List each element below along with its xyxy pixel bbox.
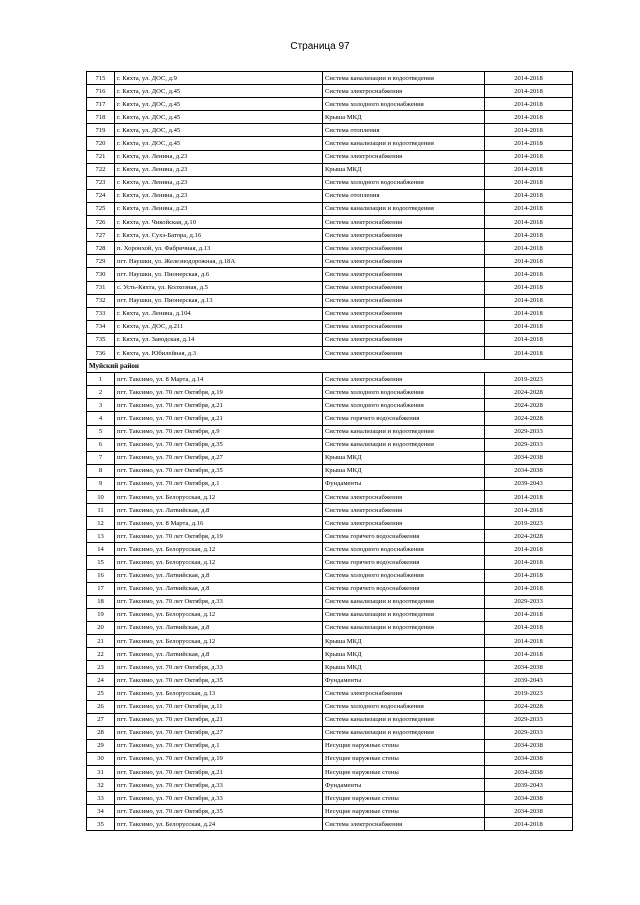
row-number-cell: 726 <box>87 216 115 229</box>
address-cell: пгт. Таксимо, ул. 70 лет Октября, д.33 <box>115 595 323 608</box>
period-cell: 2014-2018 <box>485 202 573 215</box>
address-cell: г. Кяхта, ул. ДОС, д.45 <box>115 111 323 124</box>
table-row <box>87 556 573 569</box>
table-row <box>87 386 573 399</box>
row-number-cell: 5 <box>87 425 115 438</box>
work-type-cell: Система горячего водоснабжения <box>323 582 485 595</box>
row-number-cell: 730 <box>87 268 115 281</box>
work-type-cell: Система электроснабжения <box>323 687 485 700</box>
table-row <box>87 491 573 504</box>
work-type-cell: Система холодного водоснабжения <box>323 98 485 111</box>
work-type-cell: Система отопления <box>323 189 485 202</box>
work-type-cell: Несущие наружные стены <box>323 739 485 752</box>
address-cell: пгт. Таксимо, ул. 70 лет Октября, д.35 <box>115 674 323 687</box>
row-number-cell: 734 <box>87 320 115 333</box>
table-row <box>87 779 573 792</box>
row-number-cell: 6 <box>87 438 115 451</box>
address-cell: пгт. Таксимо, ул. 70 лет Октября, д.9 <box>115 425 323 438</box>
period-cell: 2019-2023 <box>485 517 573 530</box>
address-cell: г. Кяхта, ул. Сухэ-Батора, д.16 <box>115 229 323 242</box>
address-cell: пгт. Таксимо, ул. Латвийская, д.8 <box>115 621 323 634</box>
table-row <box>87 294 573 307</box>
table-row <box>87 530 573 543</box>
work-type-cell: Система электроснабжения <box>323 229 485 242</box>
table-row <box>87 399 573 412</box>
address-cell: г. Кяхта, ул. ДОС, д.45 <box>115 137 323 150</box>
work-type-cell: Система холодного водоснабжения <box>323 543 485 556</box>
table-row <box>87 307 573 320</box>
period-cell: 2024-2028 <box>485 700 573 713</box>
period-cell: 2014-2018 <box>485 137 573 150</box>
period-cell: 2014-2018 <box>485 176 573 189</box>
row-number-cell: 9 <box>87 477 115 490</box>
address-cell: пгт. Таксимо, ул. 70 лет Октября, д.27 <box>115 726 323 739</box>
row-number-cell: 733 <box>87 307 115 320</box>
work-type-cell: Система канализации и водоотведения <box>323 202 485 215</box>
table-row <box>87 202 573 215</box>
row-number-cell: 719 <box>87 124 115 137</box>
period-cell: 2029-2033 <box>485 713 573 726</box>
period-cell: 2014-2018 <box>485 111 573 124</box>
table-row <box>87 792 573 805</box>
table-row <box>87 661 573 674</box>
work-type-cell: Несущие наружные стены <box>323 752 485 765</box>
period-cell: 2024-2028 <box>485 386 573 399</box>
work-type-cell: Система электроснабжения <box>323 216 485 229</box>
row-number-cell: 33 <box>87 792 115 805</box>
address-cell: г. Кяхта, ул. Ленина, д.23 <box>115 150 323 163</box>
period-cell: 2014-2018 <box>485 621 573 634</box>
address-cell: пгт. Таксимо, ул. Белорусская, д.24 <box>115 818 323 831</box>
period-cell: 2014-2018 <box>485 346 573 359</box>
address-cell: пгт. Таксимо, ул. 70 лет Октября, д.19 <box>115 386 323 399</box>
address-cell: пгт. Таксимо, ул. 70 лет Октября, д.33 <box>115 661 323 674</box>
table-row <box>87 477 573 490</box>
row-number-cell: 731 <box>87 281 115 294</box>
period-cell: 2014-2018 <box>485 189 573 202</box>
work-type-cell: Система канализации и водоотведения <box>323 72 485 85</box>
address-cell: пгт. Таксимо, ул. 8 Марта, д.16 <box>115 517 323 530</box>
table-row <box>87 163 573 176</box>
address-cell: г. Кяхта, ул. ДОС, д.45 <box>115 124 323 137</box>
period-cell: 2014-2018 <box>485 582 573 595</box>
row-number-cell: 28 <box>87 726 115 739</box>
row-number-cell: 728 <box>87 242 115 255</box>
address-cell: пгт. Таксимо, ул. Белорусская, д.12 <box>115 635 323 648</box>
row-number-cell: 3 <box>87 399 115 412</box>
address-cell: пгт. Наушки, ул. Железнодорожная, д.18А <box>115 255 323 268</box>
table-row <box>87 595 573 608</box>
period-cell: 2014-2018 <box>485 333 573 346</box>
table-row <box>87 320 573 333</box>
work-type-cell: Система канализации и водоотведения <box>323 713 485 726</box>
table-row <box>87 765 573 778</box>
work-type-cell: Система электроснабжения <box>323 255 485 268</box>
work-type-cell: Система канализации и водоотведения <box>323 595 485 608</box>
period-cell: 2039-2043 <box>485 674 573 687</box>
work-type-cell: Система электроснабжения <box>323 504 485 517</box>
address-cell: г. Кяхта, ул. ДОС, д.211 <box>115 320 323 333</box>
row-number-cell: 25 <box>87 687 115 700</box>
table-row <box>87 333 573 346</box>
period-cell: 2034-2038 <box>485 661 573 674</box>
table-row <box>87 98 573 111</box>
row-number-cell: 723 <box>87 176 115 189</box>
period-cell: 2014-2018 <box>485 320 573 333</box>
work-type-cell: Система электроснабжения <box>323 346 485 359</box>
row-number-cell: 29 <box>87 739 115 752</box>
row-number-cell: 22 <box>87 648 115 661</box>
row-number-cell: 725 <box>87 202 115 215</box>
row-number-cell: 1 <box>87 373 115 386</box>
address-cell: пгт. Таксимо, ул. 70 лет Октября, д.35 <box>115 805 323 818</box>
work-type-cell: Фундаменты <box>323 779 485 792</box>
row-number-cell: 724 <box>87 189 115 202</box>
work-type-cell: Система электроснабжения <box>323 491 485 504</box>
period-cell: 2019-2023 <box>485 687 573 700</box>
period-cell: 2029-2033 <box>485 595 573 608</box>
address-cell: пгт. Таксимо, ул. 70 лет Октября, д.21 <box>115 412 323 425</box>
period-cell: 2039-2043 <box>485 779 573 792</box>
section-title: Муйский район <box>87 360 573 373</box>
period-cell: 2014-2018 <box>485 163 573 176</box>
row-number-cell: 2 <box>87 386 115 399</box>
address-cell: г. Кяхта, ул. Ленина, д.104 <box>115 307 323 320</box>
address-cell: пгт. Таксимо, ул. Белорусская, д.13 <box>115 687 323 700</box>
period-cell: 2029-2033 <box>485 425 573 438</box>
row-number-cell: 721 <box>87 150 115 163</box>
table-row <box>87 124 573 137</box>
period-cell: 2014-2018 <box>485 229 573 242</box>
work-type-cell: Система холодного водоснабжения <box>323 399 485 412</box>
row-number-cell: 11 <box>87 504 115 517</box>
work-type-cell: Крыша МКД <box>323 661 485 674</box>
row-number-cell: 30 <box>87 752 115 765</box>
period-cell: 2034-2038 <box>485 752 573 765</box>
address-cell: г. Кяхта, ул. Ленина, д.23 <box>115 176 323 189</box>
table-row <box>87 72 573 85</box>
table-row <box>87 451 573 464</box>
work-type-cell: Система холодного водоснабжения <box>323 386 485 399</box>
period-cell: 2014-2018 <box>485 72 573 85</box>
period-cell: 2014-2018 <box>485 569 573 582</box>
work-type-cell: Система канализации и водоотведения <box>323 425 485 438</box>
row-number-cell: 35 <box>87 818 115 831</box>
period-cell: 2014-2018 <box>485 491 573 504</box>
table-row <box>87 504 573 517</box>
kyakhta-rows <box>87 72 573 360</box>
address-cell: пгт. Таксимо, ул. Латвийская, д.8 <box>115 504 323 517</box>
address-cell: пгт. Наушки, ул. Пионерская, д.6 <box>115 268 323 281</box>
address-cell: пгт. Таксимо, ул. 70 лет Октября, д.11 <box>115 700 323 713</box>
section-row <box>87 360 573 373</box>
address-cell: пгт. Таксимо, ул. Белорусская, д.12 <box>115 543 323 556</box>
period-cell: 2014-2018 <box>485 124 573 137</box>
address-cell: пгт. Таксимо, ул. 70 лет Октября, д.21 <box>115 399 323 412</box>
address-cell: г. Кяхта, ул. Чикойская, д.10 <box>115 216 323 229</box>
address-cell: пгт. Таксимо, ул. 70 лет Октября, д.1 <box>115 477 323 490</box>
table-row <box>87 216 573 229</box>
work-type-cell: Система канализации и водоотведения <box>323 137 485 150</box>
period-cell: 2014-2018 <box>485 307 573 320</box>
row-number-cell: 735 <box>87 333 115 346</box>
address-cell: пгт. Таксимо, ул. 70 лет Октября, д.35 <box>115 464 323 477</box>
row-number-cell: 16 <box>87 569 115 582</box>
row-number-cell: 26 <box>87 700 115 713</box>
address-cell: пгт. Таксимо, ул. Белорусская, д.12 <box>115 556 323 569</box>
row-number-cell: 720 <box>87 137 115 150</box>
address-cell: п. Хоронхой, ул. Фабричная, д.13 <box>115 242 323 255</box>
row-number-cell: 13 <box>87 530 115 543</box>
period-cell: 2019-2023 <box>485 373 573 386</box>
period-cell: 2024-2028 <box>485 399 573 412</box>
row-number-cell: 21 <box>87 635 115 648</box>
table-row <box>87 700 573 713</box>
row-number-cell: 716 <box>87 85 115 98</box>
address-cell: пгт. Таксимо, ул. 70 лет Октября, д.19 <box>115 752 323 765</box>
period-cell: 2014-2018 <box>485 294 573 307</box>
row-number-cell: 8 <box>87 464 115 477</box>
row-number-cell: 20 <box>87 621 115 634</box>
period-cell: 2014-2018 <box>485 543 573 556</box>
table-row <box>87 346 573 359</box>
address-cell: г. Кяхта, ул. Ленина, д.23 <box>115 189 323 202</box>
table-row <box>87 464 573 477</box>
work-type-cell: Система электроснабжения <box>323 307 485 320</box>
row-number-cell: 14 <box>87 543 115 556</box>
row-number-cell: 19 <box>87 608 115 621</box>
period-cell: 2029-2033 <box>485 438 573 451</box>
address-cell: г. Кяхта, ул. ДОС, д.45 <box>115 85 323 98</box>
row-number-cell: 15 <box>87 556 115 569</box>
row-number-cell: 23 <box>87 661 115 674</box>
address-cell: пгт. Таксимо, ул. 70 лет Октября, д.27 <box>115 451 323 464</box>
work-type-cell: Система электроснабжения <box>323 281 485 294</box>
row-number-cell: 34 <box>87 805 115 818</box>
address-cell: пгт. Таксимо, ул. Белорусская, д.12 <box>115 608 323 621</box>
work-type-cell: Несущие наружные стены <box>323 805 485 818</box>
table-row <box>87 543 573 556</box>
table-row <box>87 608 573 621</box>
repair-schedule-table <box>86 71 573 831</box>
work-type-cell: Система канализации и водоотведения <box>323 621 485 634</box>
work-type-cell: Система канализации и водоотведения <box>323 438 485 451</box>
row-number-cell: 736 <box>87 346 115 359</box>
table-row <box>87 150 573 163</box>
work-type-cell: Система канализации и водоотведения <box>323 608 485 621</box>
period-cell: 2029-2033 <box>485 726 573 739</box>
work-type-cell: Система электроснабжения <box>323 242 485 255</box>
work-type-cell: Система холодного водоснабжения <box>323 176 485 189</box>
period-cell: 2034-2038 <box>485 792 573 805</box>
work-type-cell: Система электроснабжения <box>323 294 485 307</box>
table-row <box>87 818 573 831</box>
period-cell: 2024-2028 <box>485 530 573 543</box>
work-type-cell: Система горячего водоснабжения <box>323 412 485 425</box>
work-type-cell: Фундаменты <box>323 477 485 490</box>
work-type-cell: Система холодного водоснабжения <box>323 700 485 713</box>
address-cell: пгт. Таксимо, ул. Латвийская, д.8 <box>115 569 323 582</box>
table-row <box>87 189 573 202</box>
address-cell: пгт. Наушки, ул. Пионерская, д.13 <box>115 294 323 307</box>
table-row <box>87 582 573 595</box>
period-cell: 2014-2018 <box>485 255 573 268</box>
row-number-cell: 17 <box>87 582 115 595</box>
table-row <box>87 425 573 438</box>
period-cell: 2034-2038 <box>485 765 573 778</box>
row-number-cell: 727 <box>87 229 115 242</box>
period-cell: 2014-2018 <box>485 635 573 648</box>
address-cell: пгт. Таксимо, ул. Латвийская, д.8 <box>115 582 323 595</box>
address-cell: г. Кяхта, ул. ДОС, д.9 <box>115 72 323 85</box>
table-row <box>87 373 573 386</box>
address-cell: пгт. Таксимо, ул. Белорусская, д.12 <box>115 491 323 504</box>
table-row <box>87 648 573 661</box>
work-type-cell: Система горячего водоснабжения <box>323 530 485 543</box>
table-row <box>87 635 573 648</box>
table-row <box>87 739 573 752</box>
period-cell: 2034-2038 <box>485 805 573 818</box>
table-row <box>87 85 573 98</box>
work-type-cell: Система электроснабжения <box>323 268 485 281</box>
page-number-header: Страница 97 <box>290 41 350 52</box>
row-number-cell: 32 <box>87 779 115 792</box>
period-cell: 2014-2018 <box>485 268 573 281</box>
address-cell: пгт. Таксимо, ул. 70 лет Октября, д.21 <box>115 713 323 726</box>
row-number-cell: 732 <box>87 294 115 307</box>
muya-rows <box>87 373 573 831</box>
work-type-cell: Несущие наружные стены <box>323 765 485 778</box>
row-number-cell: 729 <box>87 255 115 268</box>
row-number-cell: 27 <box>87 713 115 726</box>
address-cell: пгт. Таксимо, ул. 70 лет Октября, д.33 <box>115 779 323 792</box>
period-cell: 2014-2018 <box>485 242 573 255</box>
address-cell: пгт. Таксимо, ул. Латвийская, д.8 <box>115 648 323 661</box>
period-cell: 2034-2038 <box>485 464 573 477</box>
row-number-cell: 717 <box>87 98 115 111</box>
row-number-cell: 10 <box>87 491 115 504</box>
period-cell: 2014-2018 <box>485 85 573 98</box>
address-cell: пгт. Таксимо, ул. 70 лет Октября, д.33 <box>115 792 323 805</box>
period-cell: 2024-2028 <box>485 412 573 425</box>
period-cell: 2014-2018 <box>485 608 573 621</box>
period-cell: 2014-2018 <box>485 150 573 163</box>
table-row <box>87 137 573 150</box>
row-number-cell: 24 <box>87 674 115 687</box>
work-type-cell: Крыша МКД <box>323 635 485 648</box>
work-type-cell: Крыша МКД <box>323 163 485 176</box>
work-type-cell: Система электроснабжения <box>323 333 485 346</box>
section-header <box>87 360 573 373</box>
work-type-cell: Система горячего водоснабжения <box>323 556 485 569</box>
table-row <box>87 621 573 634</box>
period-cell: 2014-2018 <box>485 281 573 294</box>
work-type-cell: Система холодного водоснабжения <box>323 569 485 582</box>
row-number-cell: 722 <box>87 163 115 176</box>
address-cell: пгт. Таксимо, ул. 70 лет Октября, д.35 <box>115 438 323 451</box>
table-row <box>87 111 573 124</box>
table-row <box>87 752 573 765</box>
work-type-cell: Крыша МКД <box>323 648 485 661</box>
table-row <box>87 674 573 687</box>
table-row <box>87 176 573 189</box>
table-row <box>87 805 573 818</box>
work-type-cell: Фундаменты <box>323 674 485 687</box>
address-cell: пгт. Таксимо, ул. 8 Марта, д.14 <box>115 373 323 386</box>
table-row <box>87 242 573 255</box>
table-row <box>87 268 573 281</box>
work-type-cell: Несущие наружные стены <box>323 792 485 805</box>
period-cell: 2014-2018 <box>485 556 573 569</box>
table-row <box>87 438 573 451</box>
period-cell: 2034-2038 <box>485 739 573 752</box>
row-number-cell: 4 <box>87 412 115 425</box>
address-cell: пгт. Таксимо, ул. 70 лет Октября, д.19 <box>115 530 323 543</box>
address-cell: г. Кяхта, ул. Ленина, д.23 <box>115 202 323 215</box>
work-type-cell: Крыша МКД <box>323 451 485 464</box>
row-number-cell: 18 <box>87 595 115 608</box>
work-type-cell: Система электроснабжения <box>323 150 485 163</box>
period-cell: 2014-2018 <box>485 98 573 111</box>
table-row <box>87 713 573 726</box>
period-cell: 2014-2018 <box>485 818 573 831</box>
table-row <box>87 281 573 294</box>
address-cell: пгт. Таксимо, ул. 70 лет Октября, д.21 <box>115 765 323 778</box>
table-row <box>87 569 573 582</box>
work-type-cell: Крыша МКД <box>323 464 485 477</box>
work-type-cell: Система электроснабжения <box>323 373 485 386</box>
address-cell: г. Кяхта, ул. Ленина, д.23 <box>115 163 323 176</box>
work-type-cell: Система отопления <box>323 124 485 137</box>
table-row <box>87 517 573 530</box>
period-cell: 2039-2043 <box>485 477 573 490</box>
address-cell: с. Усть-Кяхта, ул. Колхозная, д.5 <box>115 281 323 294</box>
table-row <box>87 687 573 700</box>
address-cell: г. Кяхта, ул. Юбилейная, д.3 <box>115 346 323 359</box>
period-cell: 2014-2018 <box>485 216 573 229</box>
table-row <box>87 255 573 268</box>
period-cell: 2014-2018 <box>485 648 573 661</box>
work-type-cell: Система электроснабжения <box>323 517 485 530</box>
address-cell: г. Кяхта, ул. Заводская, д.14 <box>115 333 323 346</box>
period-cell: 2034-2038 <box>485 451 573 464</box>
work-type-cell: Система канализации и водоотведения <box>323 726 485 739</box>
row-number-cell: 718 <box>87 111 115 124</box>
table-row <box>87 229 573 242</box>
address-cell: г. Кяхта, ул. ДОС, д.45 <box>115 98 323 111</box>
row-number-cell: 7 <box>87 451 115 464</box>
row-number-cell: 715 <box>87 72 115 85</box>
table-row <box>87 726 573 739</box>
work-type-cell: Крыша МКД <box>323 111 485 124</box>
work-type-cell: Система электроснабжения <box>323 818 485 831</box>
work-type-cell: Система электроснабжения <box>323 85 485 98</box>
work-type-cell: Система электроснабжения <box>323 320 485 333</box>
row-number-cell: 12 <box>87 517 115 530</box>
period-cell: 2014-2018 <box>485 504 573 517</box>
row-number-cell: 31 <box>87 765 115 778</box>
address-cell: пгт. Таксимо, ул. 70 лет Октября, д.1 <box>115 739 323 752</box>
table-row <box>87 412 573 425</box>
